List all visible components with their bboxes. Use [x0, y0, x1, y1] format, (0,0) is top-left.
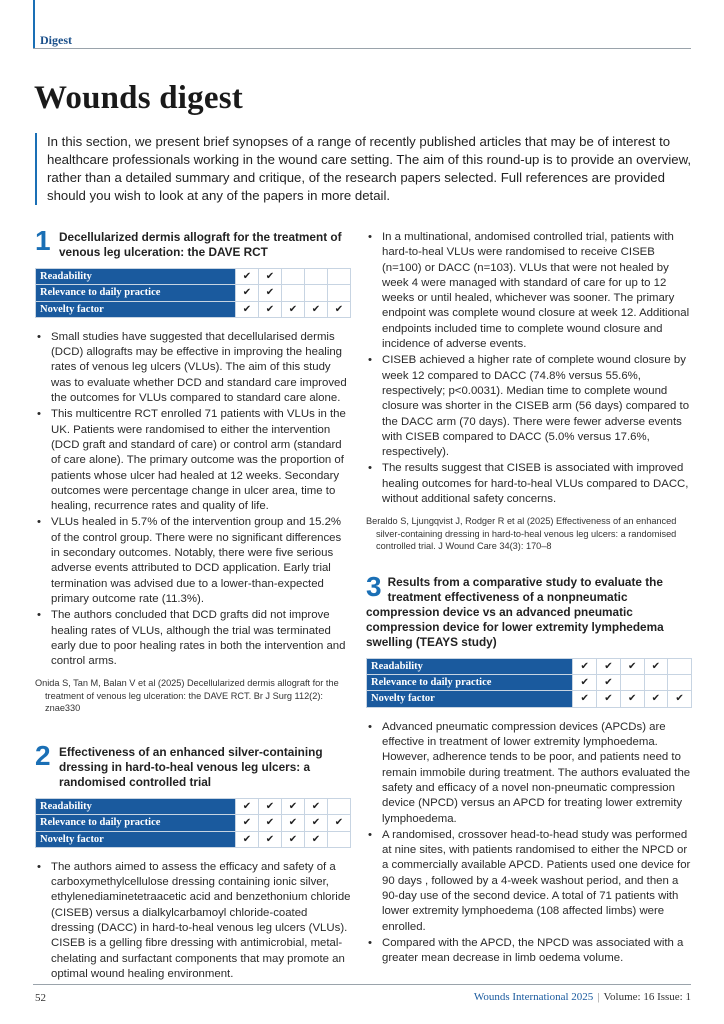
article-2-heading [35, 739, 351, 790]
check-icon: ✔ [573, 691, 597, 707]
check-icon: ✔ [644, 691, 668, 707]
check-icon: ✔ [259, 798, 282, 814]
article-3-number: 3 [366, 570, 382, 602]
rating-row-relevance [36, 815, 351, 831]
section-tag-bar [33, 0, 35, 48]
article-2-bullets-part-1 [35, 860, 351, 982]
check-icon: ✔ [282, 798, 305, 814]
article-1-bullets [35, 330, 351, 670]
check-icon: ✔ [259, 285, 282, 301]
check-icon: ✔ [259, 269, 282, 285]
rating-cell [328, 269, 351, 285]
rating-label: Relevance to daily practice [36, 815, 236, 831]
rating-label: Novelty factor [36, 831, 236, 847]
check-icon: ✔ [282, 301, 305, 317]
footer-separator: | [597, 991, 600, 1003]
rating-cell [328, 285, 351, 301]
rating-cell [668, 675, 692, 691]
check-icon: ✔ [573, 675, 597, 691]
rating-label: Readability [36, 798, 236, 814]
article-2-number: 2 [35, 739, 51, 771]
bullet-item: • This multicentre RCT enrolled 71 patients with VLUs in the UK. Patients were randomised to either the intervention (DCD graft and standard of care) or control arm (standard of care alone). The primary outcome was the proportion of patients whose ulcer had healed at 12 weeks. Secondary outcomes were percentage change in ulcer area, time to healing, recurrence rates and quality of life. [35, 407, 351, 514]
check-icon: ✔ [236, 301, 259, 317]
footer-journal: Wounds International 2025 [473, 991, 594, 1003]
article-3-bullets [366, 720, 692, 967]
footer-rule [33, 984, 691, 985]
bullet-item: • A randomised, crossover head-to-head study was performed at nine sites, with patients randomised to either the NPCD or a commercially available APCD. Patients used one device for 90 days , followed by a 4-week washout period, and then a 90-day use of the second device. A total of 71 patients with lower extremity lymphoedema (108 affected limbs) were enrolled. [366, 828, 692, 935]
footer-volume: Volume: 16 Issue: 1 [603, 991, 691, 1003]
rating-label: Relevance to daily practice [367, 675, 573, 691]
rating-row-relevance [36, 285, 351, 301]
bullet-item: • The results suggest that CISEB is associated with improved healing outcomes for hard-to-heal VLUs compared to DACC, without additional safety concerns. [366, 461, 692, 507]
rating-cell [620, 675, 644, 691]
check-icon: ✔ [236, 815, 259, 831]
page-number: 52 [35, 992, 46, 1004]
check-icon: ✔ [573, 658, 597, 674]
bullet-item: • Compared with the APCD, the NPCD was associated with a greater mean decrease in limb oedema volume. [366, 936, 692, 967]
rating-row-readability [36, 269, 351, 285]
article-3-heading [366, 570, 692, 650]
rating-label: Novelty factor [36, 301, 236, 317]
check-icon: ✔ [236, 269, 259, 285]
article-1-title: Decellularized dermis allograft for the treatment of venous leg ulceration: the DAVE RCT [59, 230, 342, 259]
check-icon: ✔ [620, 691, 644, 707]
article-3-rating-table [366, 658, 692, 708]
rating-row-novelty [36, 831, 351, 847]
bullet-text: The authors aimed to assess the efficacy and safety of a carboxymethylcellulose dressing containing ionic silver, ethylenediaminetetraacetic acid and benzethonium chloride (CISEB) versus a dialkylcarbamoyl chloride-coated dressing (DACC) in hard-to-heal venous leg ulcers (VLUs). CISEB is a gelling fibre dressing with antimicrobial, metal-chelating and surfactant components that may promote an optimal wound healing environment. [51, 860, 351, 980]
check-icon: ✔ [620, 658, 644, 674]
check-icon: ✔ [236, 285, 259, 301]
left-column [35, 225, 351, 983]
rating-label: Readability [36, 269, 236, 285]
rating-row-relevance [367, 675, 692, 691]
section-label: Digest [40, 33, 72, 47]
bullet-item: • VLUs healed in 5.7% of the intervention group and 15.2% of the control group. There were no significant differences in secondary outcomes. Notably, there were five serious adverse events attributed to DCD application. Early trial termination was advised due to a lower-than-expected primary outcome rate (11.3%). [35, 515, 351, 607]
rating-cell [328, 798, 351, 814]
rating-row-readability [367, 658, 692, 674]
check-icon: ✔ [259, 301, 282, 317]
rating-row-novelty [367, 691, 692, 707]
bullet-item: • Small studies have suggested that decellularised dermis (DCD) allografts may be effective in improving the healing rates of venous leg ulcers (VLUs). The aim of this study was to evaluate whether DCD and standard care improved the outcomes for VLUs compared to standard care alone. [35, 330, 351, 406]
article-1-heading [35, 225, 351, 260]
check-icon: ✔ [259, 815, 282, 831]
page-title: Wounds digest [34, 80, 243, 116]
check-icon: ✔ [597, 691, 621, 707]
article-2-reference: Beraldo S, Ljungqvist J, Rodger R et al (2025) Effectiveness of an enhanced silver-containing dressing in hard-to-heal venous leg ulcers: a randomised controlled trial. J Wound Care 34(3): 170–8 [366, 516, 677, 552]
rating-label: Novelty factor [367, 691, 573, 707]
check-icon: ✔ [282, 815, 305, 831]
rating-row-novelty [36, 301, 351, 317]
bullet-item: • CISEB achieved a higher rate of complete wound closure by week 12 compared to DACC (74.8% versus 55.6%, respectively; p<0.0031). Median time to complete wound closure was shorter in the CISEB arm (56 days) compared to the DACC arm (70 days). There were fewer adverse events with CISEB compared to DACC (5.0% versus 17.6%, respectively). [366, 353, 692, 460]
check-icon: ✔ [668, 691, 692, 707]
rating-cell [644, 675, 668, 691]
footer-citation [474, 991, 691, 1003]
bullet-item [35, 860, 351, 982]
bullet-item: • The authors concluded that DCD grafts did not improve healing rates of VLUs, although the trial was terminated early due to poor healing rates in both the intervention and control arms. [35, 608, 351, 669]
check-icon: ✔ [328, 301, 351, 317]
check-icon: ✔ [597, 658, 621, 674]
right-column [366, 230, 692, 967]
check-icon: ✔ [305, 798, 328, 814]
check-icon: ✔ [305, 831, 328, 847]
article-1-reference: Onida S, Tan M, Balan V et al (2025) Decellularized dermis allograft for the treatment of venous leg ulceration: the DAVE RCT. Br J Surg 112(2): znae330 [35, 678, 339, 714]
bullet-item: • In a multinational, andomised controlled trial, patients with hard-to-heal VLUs were randomised to receive CISEB (n=100) or DACC (n=103). VLUs that were not healed by week 4 were managed with standard of care for up to 12 weeks or until healed, whichever was sooner. The primary endpoint was complete wound closure at week 12. Additional endpoints included time to complete wound closure and incidence of adverse events. [366, 230, 692, 352]
rating-row-readability [36, 798, 351, 814]
rating-label: Readability [367, 658, 573, 674]
check-icon: ✔ [644, 658, 668, 674]
article-3-title: Results from a comparative study to evaluate the treatment effectiveness of a nonpneumatic compression device vs an advanced pneumatic compression device for lower extremity lymphedema swelling (TEAYS study) [366, 574, 664, 649]
article-2-bullets-part-2 [366, 230, 692, 507]
check-icon: ✔ [282, 831, 305, 847]
rating-cell [328, 831, 351, 847]
check-icon: ✔ [259, 831, 282, 847]
header-rule [33, 48, 691, 49]
check-icon: ✔ [305, 815, 328, 831]
rating-cell [668, 658, 692, 674]
check-icon: ✔ [328, 815, 351, 831]
check-icon: ✔ [236, 798, 259, 814]
article-1-rating-table [35, 268, 351, 318]
rating-cell [305, 269, 328, 285]
rating-cell [305, 285, 328, 301]
rating-cell [282, 285, 305, 301]
check-icon: ✔ [305, 301, 328, 317]
bullet-item: • Advanced pneumatic compression devices (APCDs) are effective in treatment of lower extremity lymphoedema. However, adherence tends to be poor, and patients need to remain immobile during treatment. The authors evaluated the safety and efficacy of a novel non-pneumatic compression device (NPCD) versus an APCD for treating lower extremity lymphoedema. [366, 720, 692, 827]
rating-label: Relevance to daily practice [36, 285, 236, 301]
check-icon: ✔ [236, 831, 259, 847]
article-2-rating-table [35, 798, 351, 848]
intro-paragraph: In this section, we present brief synopses of a range of recently published articles that may be of interest to healthcare professionals working in the wound care setting. The aim of this round-up is to provide an overview, rather than a detailed summary and critique, of the research papers selected. Full references are provided should you wish to look at any of the papers in more detail. [35, 133, 695, 205]
rating-cell [282, 269, 305, 285]
article-1-number: 1 [35, 225, 51, 256]
article-2-title: Effectiveness of an enhanced silver-containing dressing in hard-to-heal venous leg ulcers: a randomised controlled trial [59, 744, 323, 789]
check-icon: ✔ [597, 675, 621, 691]
